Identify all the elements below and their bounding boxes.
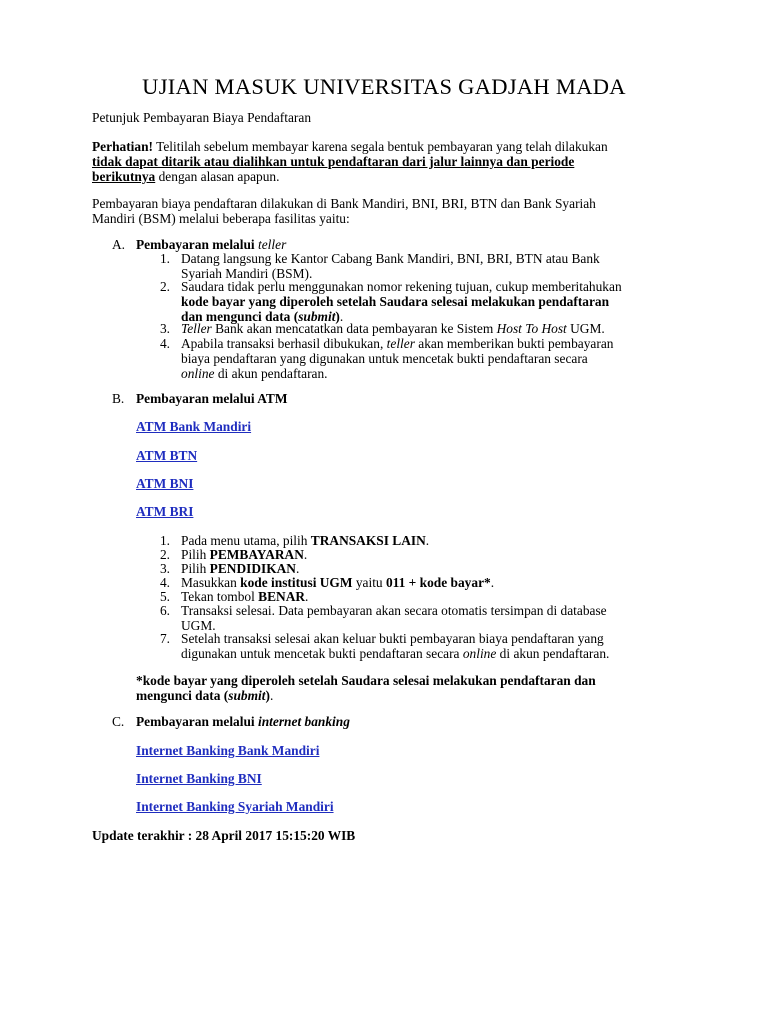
link-internet-banking-bni[interactable]: Internet Banking BNI: [136, 771, 262, 786]
list-number: 1.: [159, 533, 170, 548]
list-number: 4.: [159, 336, 170, 351]
attention-line-1: Telitilah sebelum membayar karena segala bentuk pembayaran yang telah dilakukan: [156, 139, 608, 154]
intro-line-2: Mandiri (BSM) melalui beberapa fasilitas yaitu:: [92, 211, 350, 226]
list-item-b5: Tekan tombol BENAR.: [181, 589, 309, 604]
link-atm-btn[interactable]: ATM BTN: [136, 448, 198, 463]
section-a-heading: Pembayaran melalui teller: [136, 237, 287, 252]
intro-paragraph: [92, 196, 596, 226]
page-title: UJIAN MASUK UNIVERSITAS GADJAH MADA: [142, 74, 626, 99]
attention-paragraph: [92, 139, 608, 184]
attention-label: Perhatian!: [92, 139, 153, 154]
list-item-a2: Saudara tidak perlu menggunakan nomor rekening tujuan, cukup memberitahukan kode bayar yang diperoleh setelah Saudara selesai melakukan pendaftaran dan mengunci data (submit).: [181, 279, 622, 324]
section-a-letter: A.: [112, 237, 126, 252]
list-item-b7: Setelah transaksi selesai akan keluar bukti pembayaran biaya pendaftaran yang digunakan untuk mencetak bukti pendaftaran secara online di akun pendaftaran.: [181, 631, 610, 661]
attention-line-2: tidak dapat ditarik atau dialihkan untuk pendaftaran dari jalur lainnya dan periode: [92, 154, 575, 169]
list-number: 2.: [159, 547, 170, 562]
section-b-letter: B.: [112, 391, 125, 406]
link-internet-banking-syariah-mandiri[interactable]: Internet Banking Syariah Mandiri: [136, 799, 334, 814]
list-item-b6: Transaksi selesai. Data pembayaran akan secara otomatis tersimpan di database UGM.: [181, 603, 607, 633]
section-b-heading: Pembayaran melalui ATM: [136, 391, 288, 406]
section-c-heading: Pembayaran melalui internet banking: [136, 714, 350, 729]
subtitle: Petunjuk Pembayaran Biaya Pendaftaran: [92, 110, 312, 125]
intro-line-1: Pembayaran biaya pendaftaran dilakukan di Bank Mandiri, BNI, BRI, BTN dan Bank Syariah: [92, 196, 596, 211]
attention-line-3-rest: dengan alasan apapun.: [158, 169, 280, 184]
list-item-b4: Masukkan kode institusi UGM yaitu 011 + kode bayar*.: [181, 575, 495, 590]
list-number: 5.: [159, 589, 170, 604]
section-c-letter: C.: [112, 714, 125, 729]
list-number: 6.: [159, 603, 170, 618]
list-item-a4: Apabila transaksi berhasil dibukukan, teller akan memberikan bukti pembayaran biaya pendaftaran yang digunakan untuk mencetak bukti pendaftaran secara online di akun pendaftaran.: [181, 336, 614, 381]
link-internet-banking-bank-mandiri[interactable]: Internet Banking Bank Mandiri: [136, 743, 320, 758]
link-atm-bank-mandiri[interactable]: ATM Bank Mandiri: [136, 419, 252, 434]
link-atm-bni[interactable]: ATM BNI: [136, 476, 194, 491]
link-atm-bri[interactable]: ATM BRI: [136, 504, 194, 519]
last-updated: Update terakhir : 28 April 2017 15:15:20 WIB: [92, 828, 356, 843]
list-number: 7.: [159, 631, 170, 646]
list-number: 3.: [159, 321, 170, 336]
list-item-b3: Pilih PENDIDIKAN.: [181, 561, 300, 576]
list-number: 2.: [159, 279, 170, 294]
list-number: 3.: [159, 561, 170, 576]
list-item-a3: Teller Bank akan mencatatkan data pembayaran ke Sistem Host To Host UGM.: [181, 321, 605, 336]
attention-line-3-underlined: berikutnya: [92, 169, 156, 184]
list-item-b1: Pada menu utama, pilih TRANSAKSI LAIN.: [181, 533, 430, 548]
list-item-b2: Pilih PEMBAYARAN.: [181, 547, 308, 562]
kode-bayar-note: *kode bayar yang diperoleh setelah Saudara selesai melakukan pendaftaran dan mengunci data (submit).: [136, 673, 596, 703]
list-number: 4.: [159, 575, 170, 590]
list-item-a1: Datang langsung ke Kantor Cabang Bank Mandiri, BNI, BRI, BTN atau Bank Syariah Mandiri (BSM).: [181, 251, 600, 281]
list-number: 1.: [159, 251, 170, 266]
